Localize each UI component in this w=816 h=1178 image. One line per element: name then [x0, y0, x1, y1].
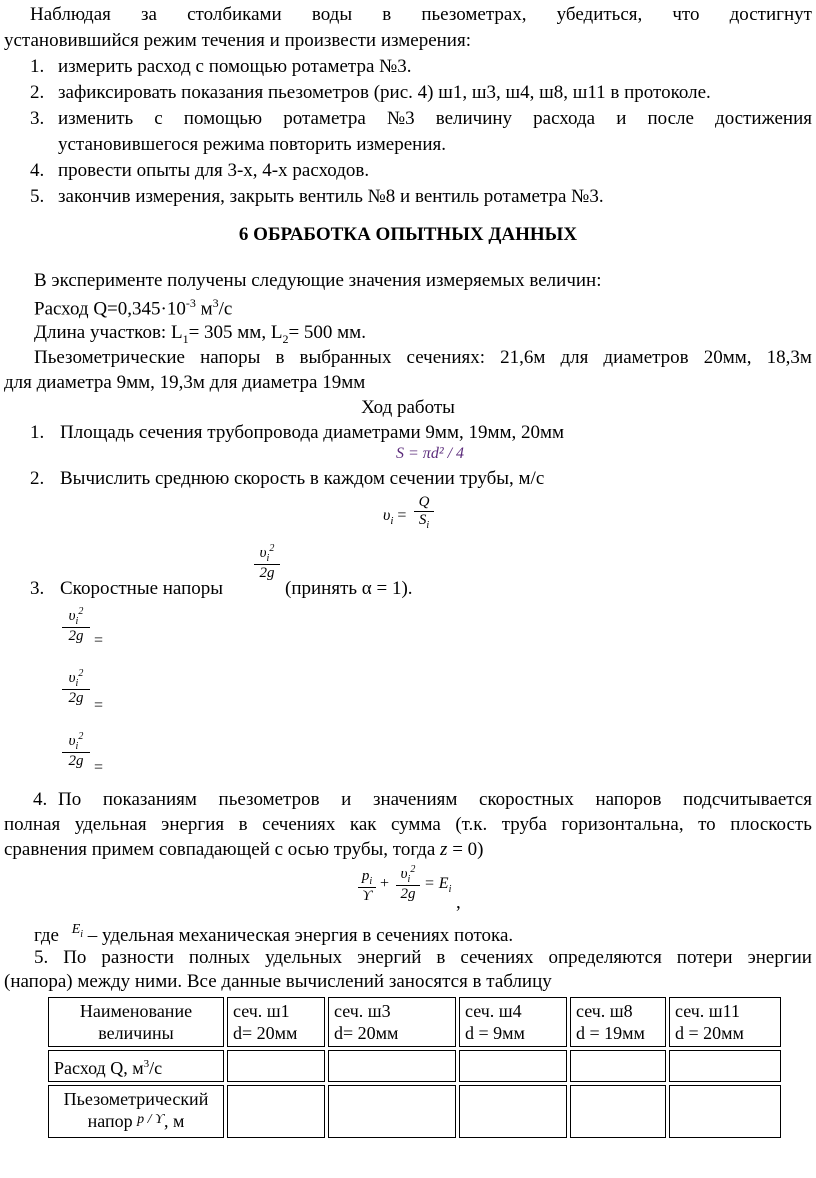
flow-rate-line: Расход $Q=0,345\cdot 10^{-3}$ $м^3/с$	[34, 296, 233, 320]
energy-comma: ,	[456, 892, 461, 913]
work-step-5-line-1: 5. По разности полных удельных энергий в сечениях определяются потери энергии	[34, 947, 812, 968]
header-cell-sh3: сеч. ш3 d= 20мм	[328, 997, 456, 1047]
area-formula: S = πd² / 4	[396, 445, 465, 462]
table-cell[interactable]	[459, 1050, 567, 1082]
velocity-head-entry-3: $\frac{\upsilon_i^2}{2g}$	[62, 731, 90, 770]
header-cell-sh1: сеч. ш1 d= 20мм	[227, 997, 325, 1047]
step-5-text: закончив измерения, закрыть вентиль №8 и вентиль ротаметра №3.	[58, 186, 604, 207]
work-step-2-number: 2.	[30, 468, 45, 489]
velocity-head-fraction: $\frac{\upsilon_i^2}{2g}$	[254, 543, 280, 582]
table-cell[interactable]	[570, 1085, 666, 1138]
table-cell[interactable]	[669, 1050, 781, 1082]
header-cell-name: Наименование величины	[48, 997, 224, 1047]
step-2-number: 2.	[30, 82, 45, 103]
step-1-number: 1.	[30, 56, 45, 77]
step-5-number: 5.	[30, 186, 45, 207]
intro-line-2: установившийся режим течения и произвести измерения:	[4, 30, 471, 51]
table-header-row	[48, 997, 781, 1047]
table-cell[interactable]	[328, 1085, 456, 1138]
velocity-head-entry-1-equals: =	[94, 632, 104, 649]
work-step-2-text: Вычислить среднюю скорость в каждом сечении трубы, м/с	[60, 468, 545, 489]
table-cell[interactable]	[459, 1085, 567, 1138]
work-title: Ход работы	[361, 397, 455, 418]
table-cell[interactable]	[570, 1050, 666, 1082]
table-cell[interactable]	[328, 1050, 456, 1082]
lengths-line: Длина участков: $L_1= 305$ мм, $L_2= 500$ мм.	[34, 322, 366, 346]
work-step-5-line-2: (напора) между ними. Все данные вычислений заносятся в таблицу	[4, 971, 552, 992]
step-2-text: зафиксировать показания пьезометров (рис. 4) ш1, ш3, ш4, ш8, ш11 в протоколе.	[58, 82, 711, 103]
where-line: где $^{E_i}$ – удельная механическая энергия в сечениях потока.	[34, 922, 514, 946]
intro-line-1: Наблюдая за столбиками воды в пьезометрах, убедиться, что достигнут	[30, 4, 812, 25]
work-step-3-note: (принять α = 1).	[285, 578, 413, 599]
velocity-head-entry-2: $\frac{\upsilon_i^2}{2g}$	[62, 668, 90, 707]
work-step-3-text: Скоростные напоры	[60, 578, 224, 599]
step-1-text: измерить расход с помощью ротаметра №3.	[58, 56, 412, 77]
work-step-1-text: Площадь сечения трубопровода диаметрами 9мм, 19мм, 20мм	[60, 422, 565, 443]
piezo-line-2: для диаметра 9мм, 19,3м для диаметра 19мм	[4, 372, 366, 393]
header-cell-sh11: сеч. ш11 d = 20мм	[669, 997, 781, 1047]
section-title: 6 ОБРАБОТКА ОПЫТНЫХ ДАННЫХ	[238, 224, 578, 245]
row-label-piezo: Пьезометрический напор $^{p / ϒ}$, м	[48, 1085, 224, 1138]
work-step-4-line-1: По показаниям пьезометров и значениям скоростных напоров подсчитывается	[58, 789, 812, 810]
work-step-4-line-3: сравнения примем совпадающей с осью трубы, тогда z = 0)	[4, 839, 484, 860]
work-step-1-number: 1.	[30, 422, 45, 443]
velocity-head-entry-1: $\frac{\upsilon_i^2}{2g}$	[62, 606, 90, 645]
table-cell[interactable]	[227, 1050, 325, 1082]
table-row	[48, 1050, 781, 1082]
piezo-line-1: Пьезометрические напоры в выбранных сечениях: 21,6м для диаметров 20мм, 18,3м	[34, 347, 812, 368]
energy-velocity-fraction: $\frac{\upsilon_i^2}{2g}$	[396, 864, 420, 903]
row-label-flow: Расход Q, $м^3/с$	[48, 1050, 224, 1082]
table-cell[interactable]	[227, 1085, 325, 1138]
work-step-3-number: 3.	[30, 578, 45, 599]
velocity-fraction: $\frac{Q}{S_i}$	[414, 494, 434, 531]
measured-intro: В эксперименте получены следующие значения измеряемых величин:	[34, 270, 602, 291]
energy-plus: +	[380, 875, 390, 892]
velocity-head-entry-2-equals: =	[94, 697, 104, 714]
work-step-4-number: 4.	[33, 789, 48, 810]
energy-pressure-fraction: $\frac{p_i}{ϒ}$	[358, 868, 376, 905]
step-4-text: провести опыты для 3-х, 4-х расходов.	[58, 160, 370, 181]
velocity-formula: $\upsilon_i$ =	[383, 507, 407, 528]
step-3-number: 3.	[30, 108, 45, 129]
table-row	[48, 1085, 781, 1138]
velocity-head-entry-3-equals: =	[94, 759, 104, 776]
header-cell-sh8: сеч. ш8 d = 19мм	[570, 997, 666, 1047]
header-cell-sh4: сеч. ш4 d = 9мм	[459, 997, 567, 1047]
step-3-text-line-2: установившегося режима повторить измерения.	[58, 134, 446, 155]
step-3-text-line-1: изменить с помощью ротаметра №3 величину расхода и после достижения	[58, 108, 812, 129]
work-step-4-line-2: полная удельная энергия в сечениях как сумма (т.к. труба горизонтальна, то плоскость	[4, 814, 812, 835]
table-cell[interactable]	[669, 1085, 781, 1138]
energy-result: = $E_i$	[424, 875, 452, 896]
step-4-number: 4.	[30, 160, 45, 181]
results-table	[45, 994, 784, 1141]
